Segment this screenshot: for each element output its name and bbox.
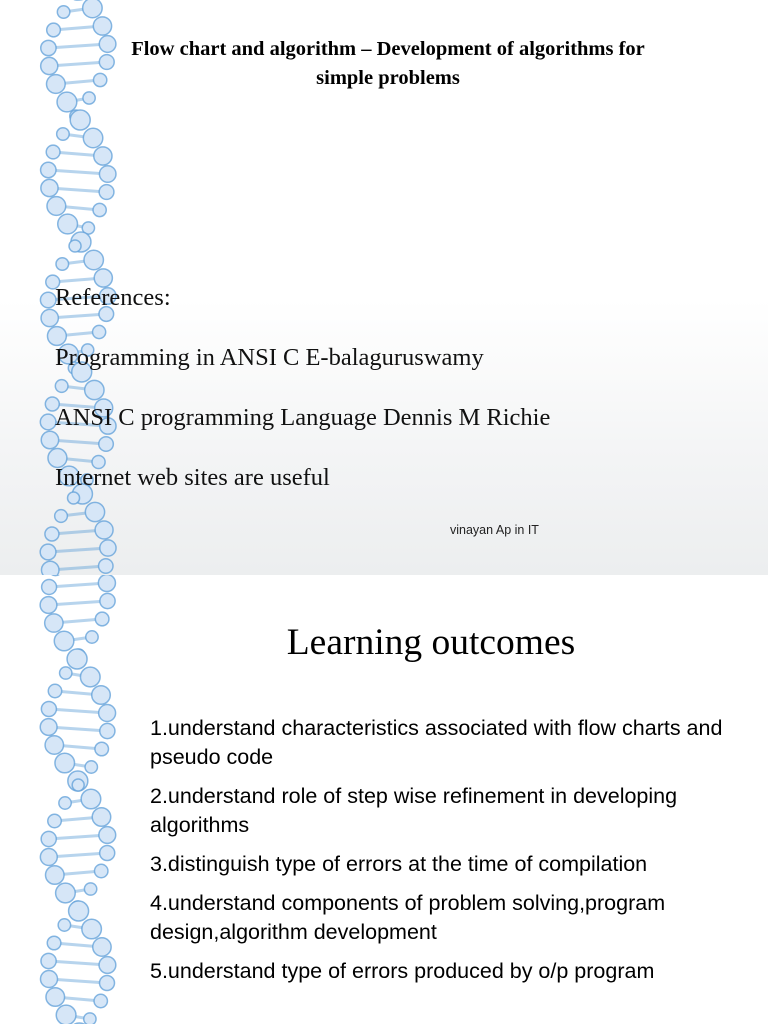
helix-node: [40, 970, 57, 987]
reference-item: ANSI C programming Language Dennis M Richie: [55, 404, 551, 431]
list-item: 2.understand role of step wise refinement in developing algorithms: [150, 784, 678, 837]
slide-2-title: Learning outcomes: [286, 622, 576, 663]
helix-node: [80, 667, 100, 687]
helix-node: [46, 866, 65, 885]
slide-1-title-line-1: Flow chart and algorithm – Development of algorithms for: [131, 38, 645, 60]
helix-node: [95, 612, 109, 626]
helix-node: [85, 761, 97, 773]
slide-1-title-line-2: simple problems: [316, 67, 460, 89]
helix-node: [99, 185, 114, 200]
helix-node: [58, 214, 78, 234]
helix-node: [41, 831, 56, 846]
helix-node: [99, 166, 116, 183]
helix-node: [48, 814, 62, 828]
helix-node: [45, 614, 63, 632]
helix-node: [81, 789, 101, 809]
list-item: 4.understand components of problem solving,program design,algorithm development: [150, 891, 666, 944]
helix-node: [92, 808, 110, 826]
helix-node: [99, 705, 116, 722]
helix-node: [47, 936, 61, 950]
helix-node: [41, 561, 59, 575]
helix-node: [55, 380, 68, 393]
helix-node: [42, 580, 57, 595]
helix-node: [40, 544, 56, 560]
helix-node: [41, 953, 56, 968]
helix-node: [83, 92, 95, 104]
helix-node: [67, 649, 87, 669]
learning-outcomes-list: [150, 714, 750, 996]
helix-node: [100, 540, 116, 556]
helix-node: [41, 701, 56, 716]
helix-node: [40, 719, 57, 736]
helix-node: [58, 919, 70, 931]
helix-node: [93, 325, 106, 338]
list-item: 3.distinguish type of errors at the time of compilation: [150, 852, 648, 876]
helix-node: [40, 849, 57, 866]
helix-node: [57, 6, 69, 18]
helix-node: [47, 327, 66, 346]
reference-item: Programming in ANSI C E-balaguruswamy: [55, 344, 484, 371]
helix-node: [93, 938, 111, 956]
helix-node: [40, 597, 57, 614]
helix-node: [95, 521, 113, 539]
helix-node: [48, 684, 61, 697]
helix-node: [99, 957, 116, 974]
helix-node: [93, 17, 111, 35]
helix-node: [54, 631, 74, 651]
helix-node: [94, 994, 107, 1007]
helix-node: [94, 147, 112, 165]
slide-footer: vinayan Ap in IT: [450, 523, 539, 537]
helix-node: [86, 631, 98, 643]
helix-node: [70, 110, 90, 130]
helix-node: [99, 827, 116, 844]
helix-node: [49, 575, 62, 576]
helix-node: [83, 0, 103, 18]
helix-node: [93, 203, 106, 216]
helix-node: [59, 797, 71, 809]
helix-node: [82, 919, 102, 939]
list-item: 1.understand characteristics associated with flow charts and pseudo code: [150, 716, 723, 769]
helix-node: [99, 559, 113, 573]
helix-node: [100, 976, 115, 991]
helix-node: [41, 179, 58, 196]
helix-node: [69, 240, 81, 252]
helix-node: [69, 901, 89, 921]
helix-node: [57, 92, 77, 112]
helix-node: [84, 883, 96, 895]
helix-node: [41, 431, 58, 448]
helix-node: [60, 667, 72, 679]
helix-node: [84, 1013, 96, 1024]
helix-node: [83, 128, 102, 147]
helix-node: [47, 197, 66, 216]
helix-node: [55, 510, 68, 523]
reference-item: Internet web sites are useful: [55, 464, 330, 491]
helix-node: [72, 779, 84, 791]
list-item: 5.understand type of errors produced by o/p program: [150, 959, 655, 983]
dna-helix-decoration: [0, 575, 150, 1024]
helix-node: [56, 258, 69, 271]
helix-node: [98, 575, 115, 592]
helix-node: [100, 723, 115, 738]
helix-node: [85, 380, 104, 399]
helix-node: [40, 292, 56, 308]
helix-node: [56, 883, 76, 903]
helix-node: [46, 988, 65, 1007]
slide-1-title: [40, 35, 736, 93]
helix-node: [57, 128, 70, 141]
helix-rung: [48, 548, 108, 552]
references-heading: References:: [55, 284, 171, 311]
helix-node: [84, 250, 103, 269]
helix-node: [68, 492, 80, 504]
helix-node: [94, 864, 107, 877]
helix-node: [99, 437, 114, 452]
slide-2: [0, 575, 768, 1024]
helix-node: [95, 742, 109, 756]
helix-node: [55, 753, 75, 773]
helix-node: [100, 593, 115, 608]
helix-node: [56, 1005, 76, 1024]
helix-node: [92, 686, 111, 705]
helix-node: [45, 736, 63, 754]
helix-node: [40, 414, 56, 430]
helix-node: [85, 502, 104, 521]
helix-node: [45, 527, 59, 541]
helix-node: [100, 845, 115, 860]
helix-node: [41, 162, 56, 177]
helix-node: [46, 145, 60, 159]
